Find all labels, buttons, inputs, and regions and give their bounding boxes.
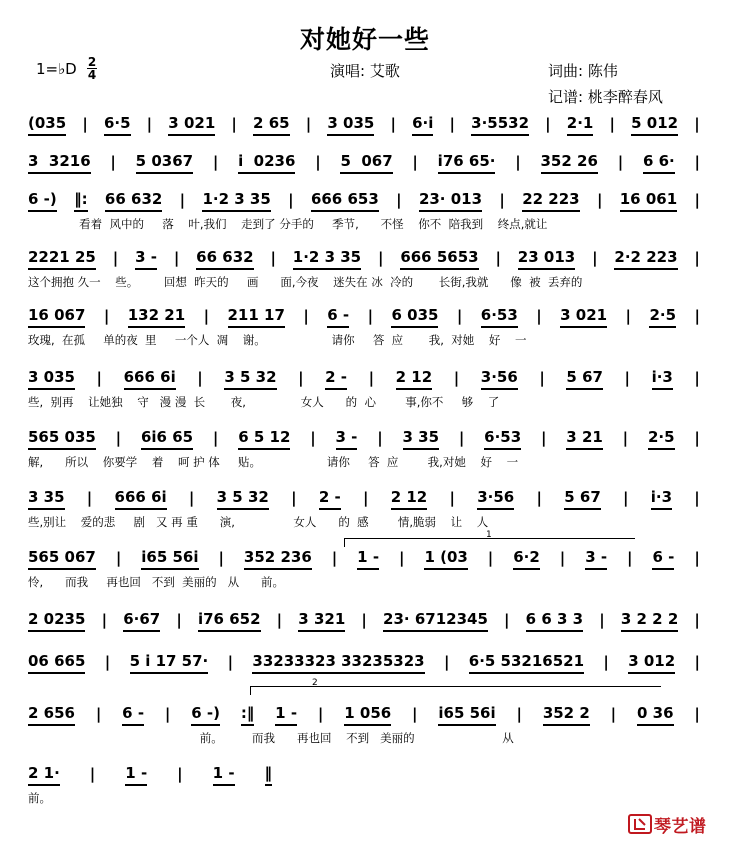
lyrics-line: 这个拥抱 久一 些。 回想 昨天的 画 面,今夜 迷失在 冰 冷的 长街,我就 像 被 丢弃的 — [28, 275, 583, 289]
measure-notes: 666 5653 — [400, 247, 478, 270]
lyrics-line: 些, 别再 让她独 守 漫 漫 长 夜, 女人 的 心 事,你不 够 了 — [28, 395, 500, 409]
barline: | — [396, 191, 402, 209]
measure-notes: 6·5 — [104, 113, 131, 136]
notes-line — [28, 248, 700, 268]
barline: | — [86, 489, 93, 507]
barline: | — [694, 153, 700, 171]
barline: | — [310, 429, 316, 447]
barline: | — [449, 489, 455, 507]
barline: | — [96, 369, 103, 387]
measure-notes: 1 - — [125, 763, 147, 786]
measure-notes: 6·53 — [481, 305, 518, 328]
barline: | — [541, 429, 547, 447]
measure-notes: 3 2 2 2 — [621, 609, 678, 632]
barline: | — [89, 765, 96, 783]
measure-notes: 22 223 — [522, 189, 579, 212]
barline: | — [303, 307, 309, 325]
barline: | — [596, 191, 603, 209]
barline: | — [179, 191, 186, 209]
measure-notes: 3 35 — [403, 427, 440, 450]
first-ending-number: 1 — [486, 530, 492, 540]
measure-notes: 23 013 — [518, 247, 575, 270]
barline: | — [218, 549, 224, 567]
barline: | — [622, 429, 629, 447]
transcriber-credit: 记谱: 桃李醉春风 — [548, 88, 663, 106]
time-signature-top: 2 — [87, 55, 97, 69]
barline: | — [536, 489, 542, 507]
barline: | — [227, 653, 234, 671]
measure-notes: (035 — [28, 113, 66, 136]
measure-notes: 6·2 — [513, 547, 540, 570]
measure-notes: ‖: — [74, 189, 88, 212]
time-signature-bottom: 4 — [87, 68, 97, 82]
barline: | — [559, 549, 566, 567]
measure-notes: 2221 25 — [28, 247, 96, 270]
measure-notes: 3 012 — [628, 651, 675, 674]
measure-notes: 3 021 — [560, 305, 607, 328]
barline: | — [504, 611, 510, 629]
lyrics-line: 玫瑰, 在孤 单的夜 里 一个人 凋 谢。 请你 答 应 我, 对她 好 一 — [28, 333, 527, 347]
barline: | — [603, 653, 609, 671]
measure-notes: 16 067 — [28, 305, 85, 328]
measure-notes: 5 i 17 57· — [130, 651, 209, 674]
barline: | — [367, 307, 374, 325]
measure-notes: i76 65· — [438, 151, 496, 174]
measure-notes: 1 056 — [344, 703, 391, 726]
barline: | — [412, 705, 418, 723]
measure-notes: 3 3216 — [28, 151, 91, 174]
measure-notes: 3 5 32 — [217, 487, 269, 510]
notes-line — [28, 652, 700, 672]
barline: | — [449, 115, 455, 133]
barline: | — [115, 549, 122, 567]
notes-line — [28, 152, 700, 172]
measure-notes: ‖ — [265, 763, 273, 786]
measure-notes: 6 5 12 — [238, 427, 290, 450]
measure-notes: 16 061 — [620, 189, 677, 212]
barline: | — [331, 549, 338, 567]
singer-credit: 演唱: 艾歌 — [330, 62, 400, 80]
measure-notes: 5 67 — [564, 487, 601, 510]
notes-line — [28, 428, 700, 448]
measure-notes: 666 6i — [115, 487, 167, 510]
barline: | — [212, 153, 219, 171]
notes-line — [28, 548, 700, 568]
measure-notes: 3 - — [585, 547, 607, 570]
barline: | — [362, 489, 369, 507]
measure-notes: 3 021 — [168, 113, 215, 136]
barline: | — [609, 115, 615, 133]
barline: | — [377, 429, 383, 447]
barline: | — [539, 369, 545, 387]
measure-notes: 23· 013 — [419, 189, 482, 212]
barline: | — [231, 115, 237, 133]
barline: | — [515, 153, 521, 171]
barline: | — [623, 489, 629, 507]
measure-notes: 6 -) — [28, 189, 57, 212]
measure-notes: 66 632 — [105, 189, 162, 212]
measure-notes: 6 6· — [643, 151, 675, 174]
measure-notes: 3 5 32 — [224, 367, 276, 390]
measure-notes: 2 12 — [391, 487, 428, 510]
song-title: 对她好一些 — [299, 25, 430, 54]
measure-notes: 5 012 — [631, 113, 678, 136]
notes-line — [28, 764, 700, 784]
barline: | — [315, 153, 321, 171]
barline: | — [103, 307, 110, 325]
barline: | — [458, 429, 465, 447]
measure-notes: i65 56i — [141, 547, 198, 570]
measure-notes: 6 - — [652, 547, 674, 570]
barline: | — [694, 705, 700, 723]
barline: | — [361, 611, 367, 629]
barline: | — [368, 369, 375, 387]
measure-notes: 2 65 — [253, 113, 290, 136]
barline: | — [545, 115, 551, 133]
notes-line — [28, 610, 700, 630]
barline: | — [197, 369, 203, 387]
barline: | — [317, 705, 324, 723]
barline: | — [104, 653, 111, 671]
barline: | — [298, 369, 304, 387]
barline: | — [516, 705, 522, 723]
barline: | — [694, 307, 700, 325]
barline: | — [176, 611, 182, 629]
measure-notes: 352 236 — [244, 547, 312, 570]
barline: | — [291, 489, 297, 507]
measure-notes: 565 067 — [28, 547, 96, 570]
measure-notes: 6·5 53216521 — [469, 651, 584, 674]
barline: | — [412, 153, 418, 171]
measure-notes: 6 035 — [391, 305, 438, 328]
barline: | — [453, 369, 460, 387]
measure-notes: 6i6 65 — [141, 427, 193, 450]
barline: | — [617, 153, 624, 171]
measure-notes: 3 035 — [28, 367, 75, 390]
measure-notes: 6·53 — [484, 427, 521, 450]
barline: | — [82, 115, 88, 133]
measure-notes: 666 6i — [124, 367, 176, 390]
lyrics-line: 怜, 而我 再也回 不到 美丽的 从 前。 — [28, 575, 285, 589]
measure-notes: 3 035 — [327, 113, 374, 136]
notes-line — [28, 190, 700, 210]
notes-line — [28, 114, 700, 134]
barline: | — [456, 307, 463, 325]
measure-notes: i 0236 — [238, 151, 295, 174]
measure-notes: 33233323 33235323 — [252, 651, 424, 674]
measure-notes: 1 (03 — [424, 547, 467, 570]
barline: | — [173, 249, 180, 267]
barline: | — [592, 249, 598, 267]
notes-line — [28, 368, 700, 388]
notes-line — [28, 306, 700, 326]
barline: | — [499, 191, 505, 209]
barline: | — [694, 611, 700, 629]
measure-notes: 6 - — [122, 703, 144, 726]
measure-notes: 3 - — [336, 427, 358, 450]
measure-notes: 6·67 — [123, 609, 160, 632]
measure-notes: 2 12 — [396, 367, 433, 390]
measure-notes: 2·5 — [649, 305, 676, 328]
lyrics-line: 前。 — [28, 791, 51, 805]
barline: | — [627, 549, 633, 567]
lyrics-line: 些,别让 爱的悲 剧 又 再 重 演, 女人 的 感 情,脆弱 让 人 — [28, 515, 489, 529]
measure-notes: 2 - — [319, 487, 341, 510]
measure-notes: 23· 6712345 — [383, 609, 488, 632]
barline: | — [599, 611, 605, 629]
barline: | — [110, 153, 116, 171]
lyrics-line: 看着 风中的 落 叶,我们 走到了 分手的 季节, 不怪 你不 陪我到 终点,就让 — [28, 217, 548, 231]
second-ending-number: 2 — [312, 678, 318, 688]
measure-notes: i65 56i — [438, 703, 495, 726]
barline: | — [270, 249, 276, 267]
watermark-text: 琴艺谱 — [654, 816, 707, 837]
measure-notes: 6·i — [412, 113, 433, 136]
barline: | — [146, 115, 153, 133]
measure-notes: 352 2 — [543, 703, 590, 726]
measure-notes: 3 21 — [566, 427, 603, 450]
lyrics-line: 解, 所以 你要学 着 呵 护 体 贴。 请你 答 应 我,对她 好 一 — [28, 455, 519, 469]
measure-notes: 211 17 — [228, 305, 285, 328]
lyrics-line: 前。 而我 再也回 不到 美丽的 从 — [28, 731, 514, 745]
measure-notes: :‖ — [241, 703, 255, 726]
measure-notes: 6 - — [327, 305, 349, 328]
barline: | — [694, 653, 700, 671]
measure-notes: 132 21 — [128, 305, 185, 328]
watermark-logo — [628, 810, 728, 838]
composer-credit: 词曲: 陈伟 — [548, 62, 618, 80]
measure-notes: 0 36 — [637, 703, 674, 726]
measure-notes: 1·2 3 35 — [293, 247, 361, 270]
barline: | — [536, 307, 542, 325]
barline: | — [694, 549, 700, 567]
barline: | — [624, 369, 631, 387]
barline: | — [377, 249, 384, 267]
barline: | — [288, 191, 294, 209]
barline: | — [177, 765, 183, 783]
measure-notes: 3 35 — [28, 487, 65, 510]
measure-notes: 06 665 — [28, 651, 85, 674]
measure-notes: 2·5 — [648, 427, 675, 450]
barline: | — [188, 489, 195, 507]
barline: | — [694, 115, 700, 133]
measure-notes: 3·56 — [481, 367, 518, 390]
time-signature — [86, 56, 98, 81]
measure-notes: 3 321 — [298, 609, 345, 632]
measure-notes: 6 -) — [191, 703, 220, 726]
measure-notes: 2 - — [325, 367, 347, 390]
barline: | — [203, 307, 210, 325]
measure-notes: 565 035 — [28, 427, 96, 450]
measure-notes: 2 1· — [28, 763, 60, 786]
key-signature: 1=♭D — [36, 60, 77, 78]
measure-notes: 1 - — [275, 703, 297, 726]
barline: | — [399, 549, 405, 567]
barline: | — [694, 249, 700, 267]
measure-notes: 1·2 3 35 — [202, 189, 270, 212]
notes-line — [28, 704, 700, 724]
barline: | — [625, 307, 632, 325]
barline: | — [101, 611, 108, 629]
measure-notes: 352 26 — [541, 151, 598, 174]
measure-notes: 2·2 223 — [614, 247, 677, 270]
barline: | — [694, 369, 700, 387]
measure-notes: 6 6 3 3 — [526, 609, 583, 632]
measure-notes: 1 - — [213, 763, 235, 786]
measure-notes: 3 - — [135, 247, 157, 270]
barline: | — [694, 429, 700, 447]
measure-notes: i76 652 — [198, 609, 261, 632]
barline: | — [610, 705, 617, 723]
measure-notes: 5 67 — [566, 367, 603, 390]
measure-notes: 3·56 — [477, 487, 514, 510]
measure-notes: 2 0235 — [28, 609, 85, 632]
barline: | — [276, 611, 283, 629]
barline: | — [390, 115, 396, 133]
barline: | — [95, 705, 102, 723]
barline: | — [694, 191, 700, 209]
measure-notes: 66 632 — [196, 247, 253, 270]
music-logo-icon — [628, 813, 652, 835]
barline: | — [487, 549, 494, 567]
measure-notes: i·3 — [652, 367, 673, 390]
barline: | — [495, 249, 501, 267]
barline: | — [115, 429, 122, 447]
measure-notes: 5 067 — [340, 151, 392, 174]
notes-line — [28, 488, 700, 508]
measure-notes: i·3 — [651, 487, 672, 510]
measure-notes: 5 0367 — [136, 151, 193, 174]
barline: | — [305, 115, 312, 133]
measure-notes: 2 656 — [28, 703, 75, 726]
barline: | — [112, 249, 119, 267]
barline: | — [164, 705, 171, 723]
barline: | — [212, 429, 219, 447]
barline: | — [443, 653, 450, 671]
barline: | — [694, 489, 700, 507]
measure-notes: 1 - — [357, 547, 379, 570]
measure-notes: 3·5532 — [471, 113, 529, 136]
measure-notes: 666 653 — [311, 189, 379, 212]
measure-notes: 2·1 — [567, 113, 594, 136]
